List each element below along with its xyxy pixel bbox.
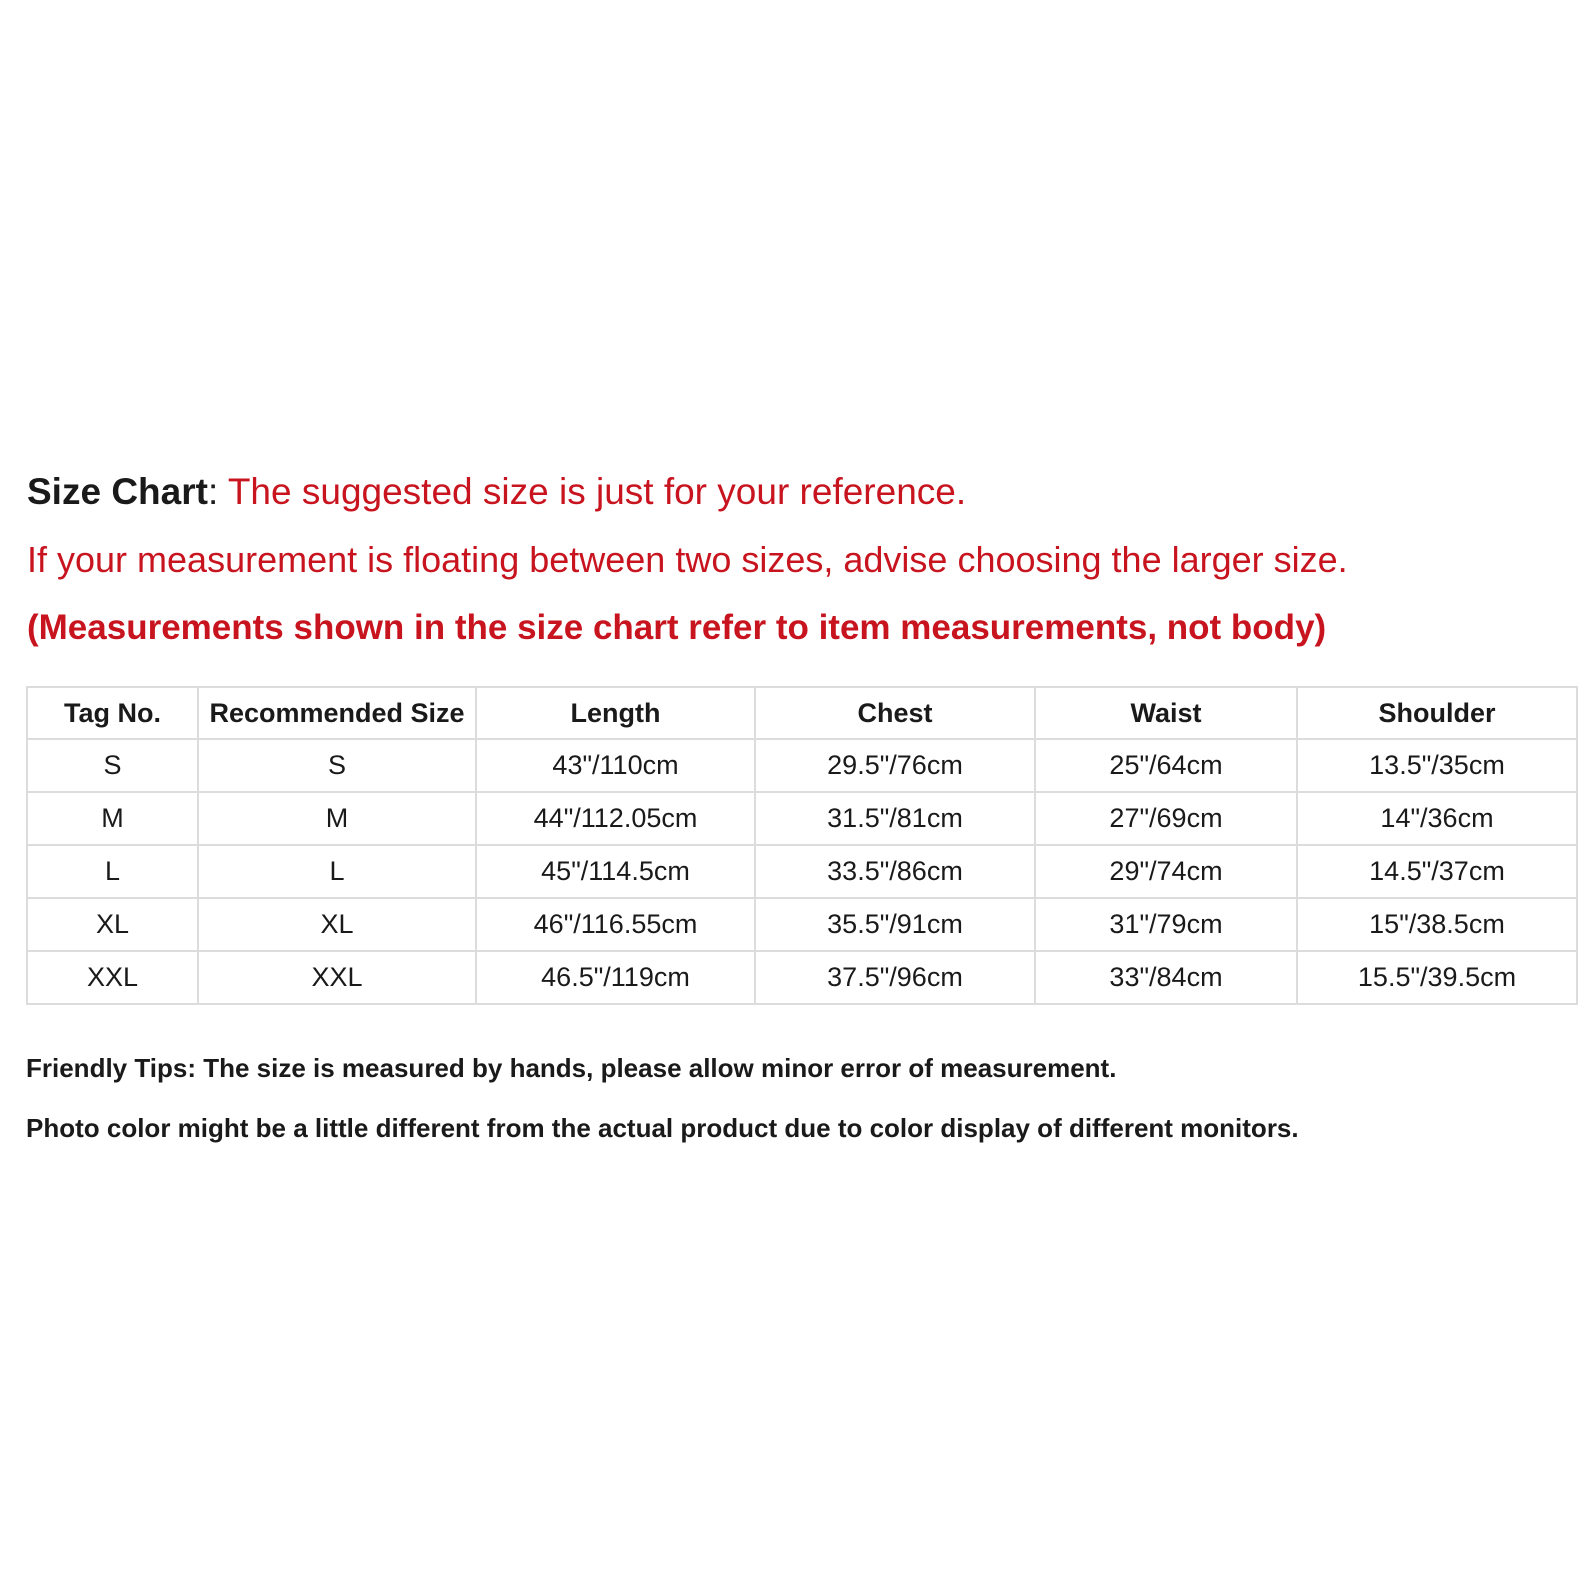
cell-length: 46"/116.55cm: [476, 898, 755, 951]
header-recommended-size: Recommended Size: [198, 687, 476, 739]
cell-chest: 37.5"/96cm: [755, 951, 1035, 1004]
cell-chest: 29.5"/76cm: [755, 739, 1035, 792]
reference-note: The suggested size is just for your reference.: [218, 471, 967, 512]
cell-length: 43"/110cm: [476, 739, 755, 792]
table-row: [27, 951, 1577, 1004]
cell-tag-no: M: [27, 792, 198, 845]
cell-recommended-size: L: [198, 845, 476, 898]
table-row: [27, 845, 1577, 898]
table-row: [27, 898, 1577, 951]
cell-shoulder: 14.5"/37cm: [1297, 845, 1577, 898]
cell-waist: 31"/79cm: [1035, 898, 1297, 951]
table-row: [27, 739, 1577, 792]
header-chest: Chest: [755, 687, 1035, 739]
measurement-disclaimer: (Measurements shown in the size chart refer to item measurements, not body): [27, 608, 1327, 647]
cell-waist: 29"/74cm: [1035, 845, 1297, 898]
header-waist: Waist: [1035, 687, 1297, 739]
cell-recommended-size: XXL: [198, 951, 476, 1004]
cell-shoulder: 15.5"/39.5cm: [1297, 951, 1577, 1004]
cell-chest: 31.5"/81cm: [755, 792, 1035, 845]
header-tag-no: Tag No.: [27, 687, 198, 739]
table-header-row: [27, 687, 1577, 739]
size-chart-heading: [27, 470, 966, 514]
cell-recommended-size: M: [198, 792, 476, 845]
cell-chest: 33.5"/86cm: [755, 845, 1035, 898]
heading-colon: :: [207, 471, 219, 512]
cell-tag-no: XXL: [27, 951, 198, 1004]
cell-waist: 25"/64cm: [1035, 739, 1297, 792]
cell-recommended-size: S: [198, 739, 476, 792]
cell-waist: 33"/84cm: [1035, 951, 1297, 1004]
size-table: [26, 686, 1578, 1005]
cell-chest: 35.5"/91cm: [755, 898, 1035, 951]
size-advice-text: If your measurement is floating between two sizes, advise choosing the larger size.: [27, 539, 1348, 580]
header-length: Length: [476, 687, 755, 739]
cell-tag-no: S: [27, 739, 198, 792]
cell-shoulder: 15"/38.5cm: [1297, 898, 1577, 951]
cell-waist: 27"/69cm: [1035, 792, 1297, 845]
size-chart-label: Size Chart: [27, 471, 208, 512]
cell-tag-no: L: [27, 845, 198, 898]
friendly-tip: Friendly Tips: The size is measured by hands, please allow minor error of measurement.: [26, 1053, 1117, 1083]
cell-length: 45"/114.5cm: [476, 845, 755, 898]
color-disclaimer: Photo color might be a little different from the actual product due to color display of different monitors.: [26, 1113, 1299, 1143]
cell-length: 46.5"/119cm: [476, 951, 755, 1004]
cell-shoulder: 14"/36cm: [1297, 792, 1577, 845]
cell-length: 44"/112.05cm: [476, 792, 755, 845]
table-row: [27, 792, 1577, 845]
header-shoulder: Shoulder: [1297, 687, 1577, 739]
cell-shoulder: 13.5"/35cm: [1297, 739, 1577, 792]
cell-tag-no: XL: [27, 898, 198, 951]
cell-recommended-size: XL: [198, 898, 476, 951]
